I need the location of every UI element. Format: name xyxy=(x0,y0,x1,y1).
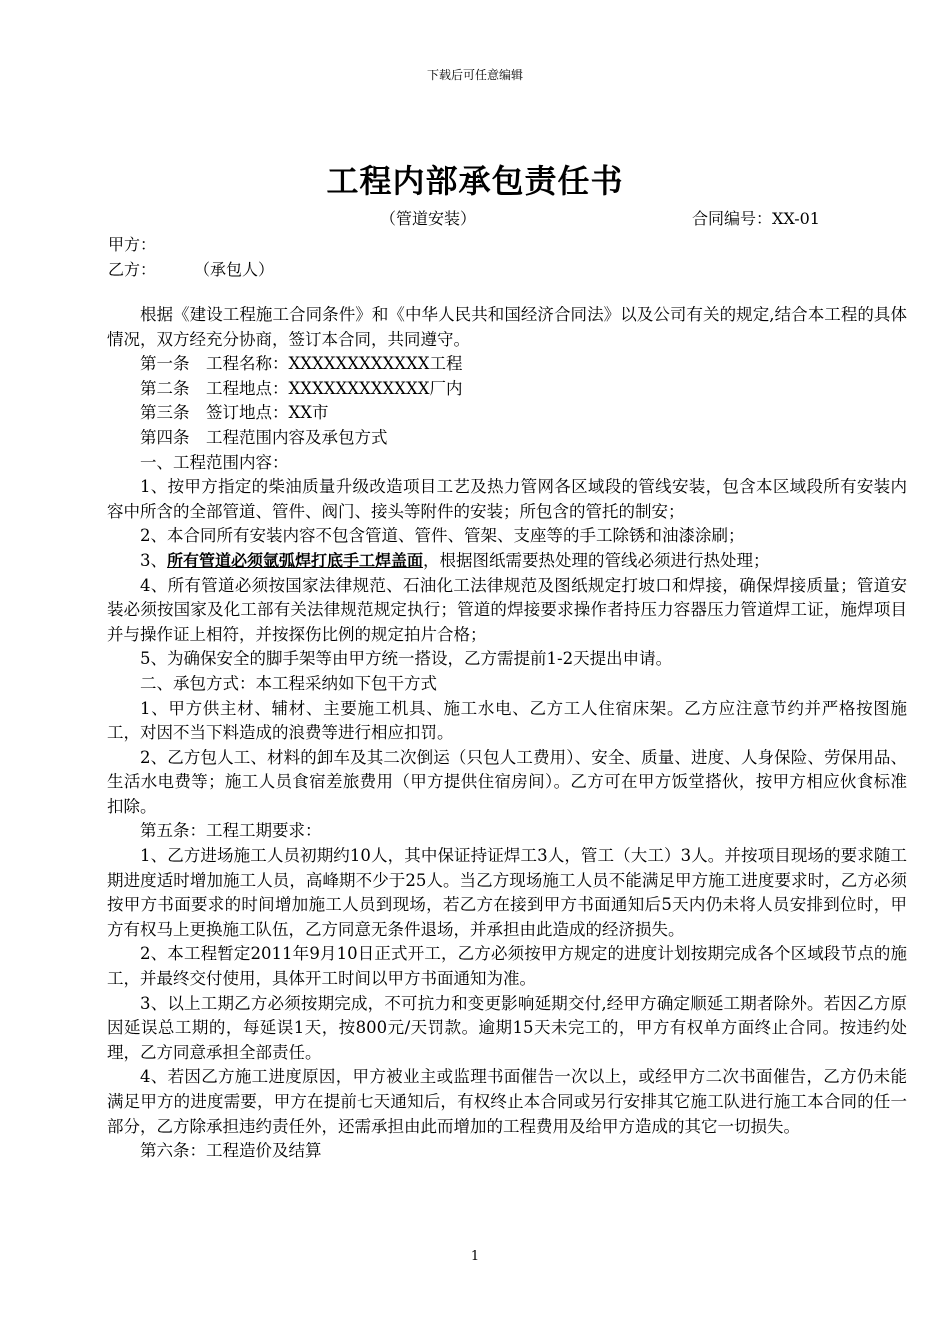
document-subtitle: （管道安装） xyxy=(380,209,477,228)
document-title: 工程内部承包责任书 xyxy=(326,162,624,200)
article-2: 第二条 工程地点：XXXXXXXXXXXX厂内 xyxy=(140,378,463,398)
section-scope: 一、工程范围内容： xyxy=(140,452,289,472)
scope-item-3-prefix: 3、 xyxy=(140,550,167,570)
article-4: 第四条 工程范围内容及承包方式 xyxy=(140,427,388,447)
header-note: 下载后可任意编辑 xyxy=(426,68,523,82)
schedule-item-1: 1、乙方进场施工人员初期约10人，其中保证持证焊工3人，管工（大工）3人。并按项目现场的要求随工期进度适时增加施工人员，高峰期不少于25人。当乙方现场施工人员不能满足甲方施工进度要求时，乙方必须按甲方书面要求的时间增加施工人员到现场，若乙方在接到甲方书面通知后5天内仍未将人员安排到位时，甲方有权马上更换施工队伍，乙方同意无条件退场，并承担由此造成的经济损失。 xyxy=(107,846,907,939)
article-6: 第六条：工程造价及结算 xyxy=(140,1141,322,1161)
scope-item-3-emphasis: 所有管道必须氩弧焊打底手工焊盖面 xyxy=(167,550,424,570)
scope-item-2: 2、本合同所有安装内容不包含管道、管件、管架、支座等的手工除锈和油漆涂刷； xyxy=(140,526,745,546)
mode-item-1: 1、甲方供主材、辅材、主要施工机具、施工水电、乙方工人住宿床架。乙方应注意节约并严格按图施工，对因不当下料造成的浪费等进行相应扣罚。 xyxy=(107,698,907,743)
article-5: 第五条：工程工期要求： xyxy=(140,821,322,841)
party-b-line xyxy=(108,257,274,280)
schedule-item-4: 4、若因乙方施工进度原因，甲方被业主或监理书面催告一次以上，或经甲方二次书面催告，乙方仍未能满足甲方的进度需要，甲方在提前七天通知后，有权终止本合同或另行安排其它施工队进行施工本合同的任一部分，乙方除承担违约责任外，还需承担由此而增加的工程费用及给甲方造成的其它一切损失。 xyxy=(107,1067,907,1136)
page-number: 1 xyxy=(470,1249,480,1264)
contract-body xyxy=(107,303,907,1164)
scope-item-4: 4、所有管道必须按国家法律规范、石油化工法律规范及图纸规定打坡口和焊接，确保焊接质量；管道安装必须按国家及化工部有关法律规范规定执行；管道的焊接要求操作者持压力容器压力管道焊工证，施焊项目并与操作证上相符，并按探伤比例的规定拍片合格； xyxy=(107,575,907,644)
party-b-role: （承包人） xyxy=(202,260,275,279)
article-3: 第三条 签订地点：XX市 xyxy=(140,403,329,423)
scope-item-5: 5、为确保安全的脚手架等由甲方统一搭设，乙方需提前1-2天提出申请。 xyxy=(140,649,673,669)
contract-number: 合同编号：XX-01 xyxy=(692,209,820,228)
section-contract-mode: 二、承包方式：本工程采纳如下包干方式 xyxy=(140,673,437,693)
scope-item-3-suffix: ，根据图纸需要热处理的管线必须进行热处理； xyxy=(423,550,770,570)
mode-item-2: 2、乙方包人工、材料的卸车及其二次倒运（只包人工费用）、安全、质量、进度、人身保险、劳保用品、生活水电费等；施工人员食宿差旅费用（甲方提供住宿房间）。乙方可在甲方饭堂搭伙，按甲方相应伙食标准扣除。 xyxy=(107,747,907,816)
party-a-line: 甲方： xyxy=(108,235,157,254)
paragraph-preamble: 根据《建设工程施工合同条件》和《中华人民共和国经济合同法》以及公司有关的规定,结合本工程的具体情况，双方经充分协商，签订本合同，共同遵守。 xyxy=(107,305,907,349)
subtitle-line xyxy=(0,206,950,232)
schedule-item-2: 2、本工程暂定2011年9月10日正式开工，乙方必须按甲方规定的进度计划按期完成各个区域段节点的施工，并最终交付使用，具体开工时间以甲方书面通知为准。 xyxy=(107,944,907,989)
scope-item-3 xyxy=(107,549,907,574)
scope-item-1: 1、按甲方指定的柴油质量升级改造项目工艺及热力管网各区域段的管线安装，包含本区域段所有安装内容中所含的全部管道、管件、阀门、接头等附件的安装；所包含的管托的制安； xyxy=(107,477,907,521)
schedule-item-3: 3、以上工期乙方必须按期完成，不可抗力和变更影响延期交付,经甲方确定顺延工期者除外。若因乙方原因延误总工期的，每延误1天，按800元/天罚款。逾期15天未完工的，甲方有权单方面终止合同。按违约处理，乙方同意承担全部责任。 xyxy=(107,993,907,1062)
article-1: 第一条 工程名称：XXXXXXXXXXXX工程 xyxy=(140,354,463,374)
party-b-label: 乙方： xyxy=(108,260,157,279)
